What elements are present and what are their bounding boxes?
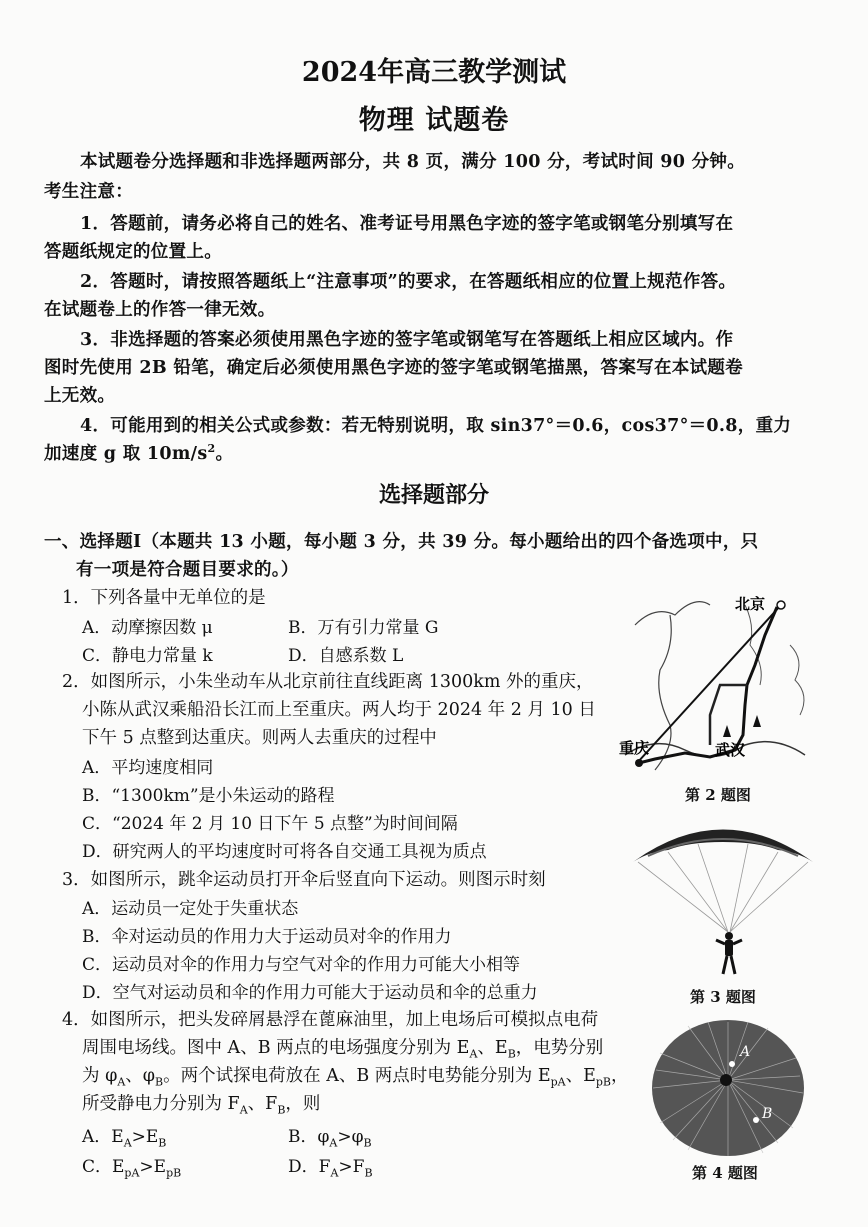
- intro-text: 本试题卷分选择题和非选择题两部分，共 8 页，满分 100 分，考试时间 90 分钟。: [80, 152, 746, 172]
- point-b-label: B: [762, 1106, 773, 1122]
- part1-line2: 有一项是符合题目要求的。）: [76, 560, 299, 580]
- section-title: 选择题部分: [378, 482, 489, 508]
- notice-3-line2: 图时先使用 2B 铅笔，确定后必须使用黑色字迹的签字笔或钢笔描黑，答案写在本试题卷: [44, 358, 743, 378]
- skydiver-figure: [716, 932, 742, 974]
- q1-stem: 1．下列各量中无单位的是: [62, 588, 266, 608]
- chongqing-marker: [635, 759, 643, 767]
- notice-1-line1: 1．答题前，请务必将自己的姓名、准考证号用黑色字迹的签字笔或钢笔分别填写在: [80, 214, 734, 234]
- q1-option-c: C．静电力常量 k: [82, 646, 213, 666]
- part1-line1: 一、选择题Ⅰ（本题共 13 小题，每小题 3 分，共 39 分。每小题给出的四个备选项中，只: [44, 532, 759, 552]
- map-arrow-icon: [723, 725, 731, 737]
- q4-line2: 周围电场线。图中 A、B 两点的电场强度分别为 $E_A$、$E_B$，电势分别: [82, 1038, 604, 1061]
- q2-option-c: C．“2024 年 2 月 10 日下午 5 点整”为时间间隔: [82, 814, 458, 834]
- map-boundary-line: [635, 602, 710, 625]
- notice-4-line2: 加速度 g 取 $10m/s^2$。: [44, 442, 234, 464]
- q3-option-b: B．伞对运动员的作用力大于运动员对伞的作用力: [82, 927, 452, 947]
- notice-4-line1: 4．可能用到的相关公式或参数：若无特别说明，取 sin37°＝0.6，cos37°＝0.8，重力: [80, 416, 792, 436]
- q2-option-b: B．“1300km”是小朱运动的路程: [82, 786, 335, 806]
- map-river-line: [655, 615, 671, 770]
- q2-line3: 下午 5 点整到达重庆。则两人去重庆的过程中: [82, 728, 437, 748]
- figure-2-caption: 第 2 题图: [685, 786, 751, 804]
- q3-option-c: C．运动员对伞的作用力与空气对伞的作用力可能大小相等: [82, 955, 521, 975]
- parachute-canopy: [633, 830, 813, 863]
- notice-heading: 考生注意：: [44, 182, 133, 202]
- q4-line4: 所受静电力分别为 $F_A$、$F_B$，则: [82, 1094, 321, 1117]
- wuhan-label: 武汉: [715, 741, 746, 759]
- notice-2-line2: 在试题卷上的作答一律无效。: [44, 300, 276, 320]
- point-a-marker: [729, 1061, 735, 1067]
- q4-line1: 4．如图所示，把头发碎屑悬浮在蓖麻油里，加上电场后可模拟点电荷: [62, 1010, 599, 1030]
- q2-option-a: A．平均速度相同: [82, 758, 214, 778]
- figure-4-field-photo: [648, 1018, 808, 1158]
- q4-option-c: C．$E_{pA}>E_{pB}$: [82, 1157, 182, 1180]
- notice-1-line2: 答题纸规定的位置上。: [44, 242, 222, 262]
- figure-3-parachute: [628, 812, 818, 982]
- suspension-lines: [638, 844, 808, 932]
- q1-option-b: B．万有引力常量 G: [288, 618, 439, 638]
- q1-option-d: D．自感系数 L: [288, 646, 404, 666]
- q4-line3: 为 $\varphi_A$、$\varphi_B$。两个试探电荷放在 A、B 两点时电势能分别为 $E_{pA}$、$E_{pB}$，: [82, 1066, 629, 1089]
- figure-4-caption: 第 4 题图: [692, 1164, 758, 1182]
- q3-stem: 3．如图所示，跳伞运动员打开伞后竖直向下运动。则图示时刻: [62, 870, 546, 890]
- point-charge: [720, 1074, 732, 1086]
- point-b-marker: [753, 1117, 759, 1123]
- q3-option-a: A．运动员一定处于失重状态: [82, 899, 299, 919]
- q1-option-a: A．动摩擦因数 μ: [82, 618, 213, 638]
- figure-2-map: [615, 585, 815, 785]
- map-contour-line: [790, 645, 804, 715]
- q2-option-d: D．研究两人的平均速度时可将各自交通工具视为质点: [82, 842, 487, 862]
- q4-option-b: B．$\varphi_A>\varphi_B$: [288, 1127, 372, 1150]
- chongqing-label: 重庆: [619, 739, 650, 757]
- notice-3-line3: 上无效。: [44, 386, 116, 406]
- figure-3-caption: 第 3 题图: [690, 988, 756, 1006]
- map-arrow-icon: [753, 715, 761, 727]
- exam-title: 2024年高三教学测试: [301, 57, 567, 88]
- q2-line1: 2．如图所示，小朱坐动车从北京前往直线距离 1300km 外的重庆，: [62, 672, 594, 692]
- notice-2-line1: 2．答题时，请按照答题纸上“注意事项”的要求，在答题纸相应的位置上规范作答。: [80, 272, 737, 292]
- q2-line2: 小陈从武汉乘船沿长江而上至重庆。两人均于 2024 年 2 月 10 日: [82, 700, 596, 720]
- exam-subtitle: 物理 试题卷: [358, 105, 510, 136]
- beijing-marker: [777, 601, 785, 609]
- point-a-label: A: [740, 1044, 751, 1060]
- beijing-label: 北京: [735, 595, 766, 613]
- q3-option-d: D．空气对运动员和伞的作用力可能大于运动员和伞的总重力: [82, 983, 538, 1003]
- q4-option-d: D．$F_A>F_B$: [288, 1157, 373, 1180]
- notice-3-line1: 3．非选择题的答案必须使用黑色字迹的签字笔或钢笔写在答题纸上相应区域内。作: [80, 330, 734, 350]
- q4-option-a: A．$E_A>E_B$: [82, 1127, 167, 1150]
